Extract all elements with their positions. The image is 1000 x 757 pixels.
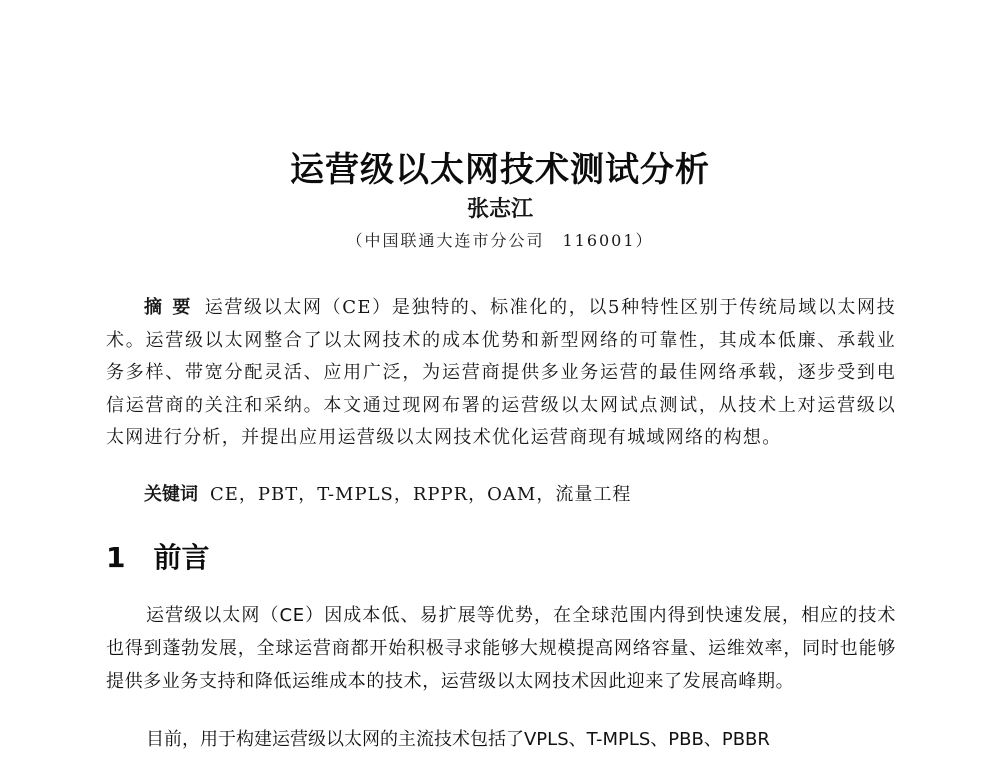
abstract-text: 运营级以太网（CE）是独特的、标准化的，以5种特性区别于传统局域以太网技术。运营级以太网整合了以太网技术的成本优势和新型网络的可靠性，其成本低廉、承载业务多样、带宽分配灵活、应用广泛，为运营商提供多业务运营的最佳网络承载，逐步受到电信运营商的关注和采纳。本文通过现网布署的运营级以太网试点测试，从技术上对运营级以太网进行分析，并提出应用运营级以太网技术优化运营商现有城域网络的构想。 xyxy=(106,297,896,449)
abstract-label: 摘要 xyxy=(144,297,201,318)
abstract-paragraph xyxy=(106,292,896,455)
keywords-line xyxy=(144,480,631,506)
author-affiliation: （中国联通大连市分公司 116001） xyxy=(346,231,654,250)
body-paragraph-1: 运营级以太网（CE）因成本低、易扩展等优势，在全球范围内得到快速发展，相应的技术也得到蓬勃发展，全球运营商都开始积极寻求能够大规模提高网络容量、运维效率，同时也能够提供多业务支持和降低运维成本的技术，运营级以太网技术因此迎来了发展高峰期。 xyxy=(106,605,896,692)
author-name: 张志江 xyxy=(466,197,533,222)
keywords-text: CE，PBT，T-MPLS，RPPR，OAM，流量工程 xyxy=(210,484,632,505)
paper-title: 运营级以太网技术测试分析 xyxy=(290,150,710,190)
section-heading xyxy=(106,536,210,576)
section-number: 1 xyxy=(106,541,126,574)
keywords-label: 关键词 xyxy=(144,484,198,505)
body-paragraph-2: 目前，用于构建运营级以太网的主流技术包括了VPLS、T-MPLS、PBB、PBBR xyxy=(146,729,770,750)
section-title: 前言 xyxy=(153,541,210,574)
